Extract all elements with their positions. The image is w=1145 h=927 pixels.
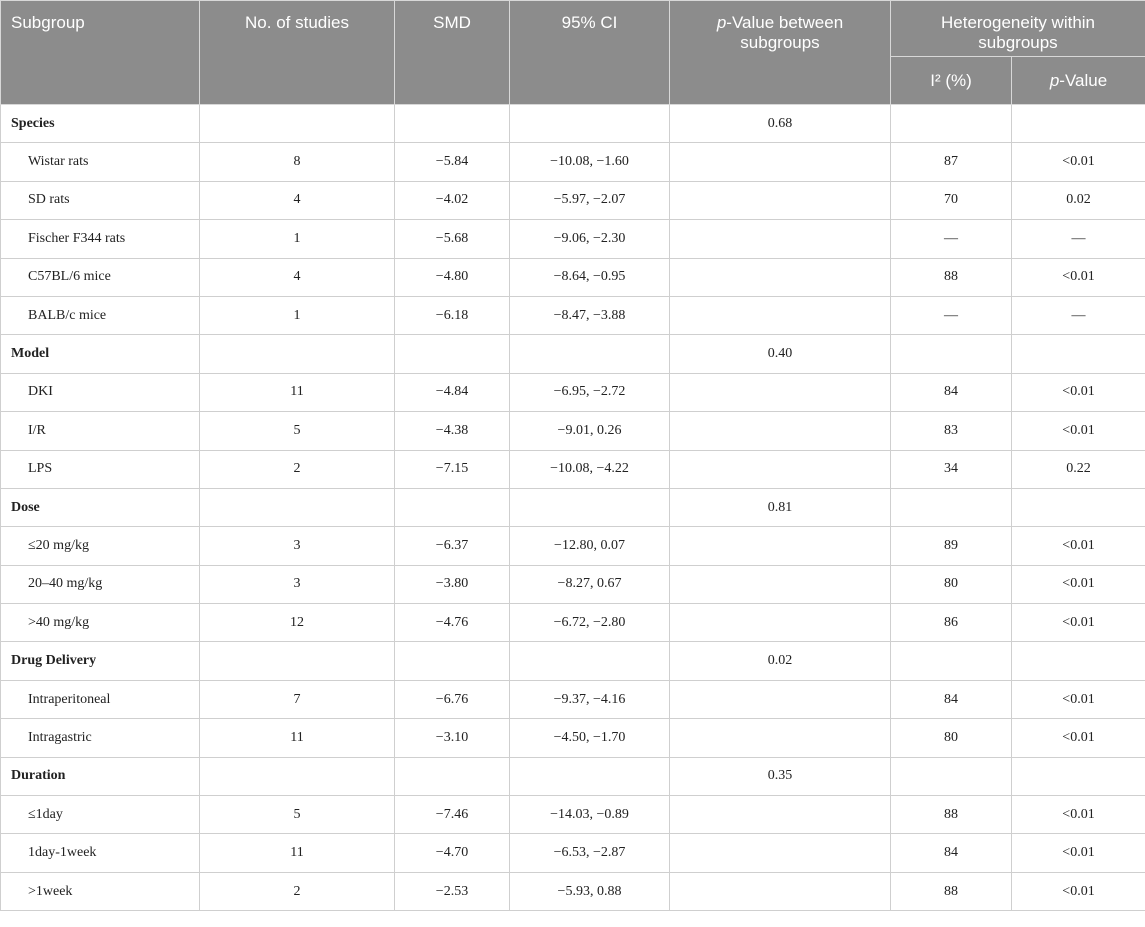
- cell-subgroup: 1day-1week: [1, 834, 200, 872]
- cell-smd: [395, 105, 510, 143]
- table-row: [1, 565, 1145, 603]
- cell-p-value-between: [670, 872, 891, 910]
- header-heterogeneity: Heterogeneity within subgroups: [891, 1, 1145, 57]
- cell-p-value-within: <0.01: [1012, 719, 1145, 757]
- cell-smd: −2.53: [395, 872, 510, 910]
- cell-subgroup: I/R: [1, 412, 200, 450]
- cell-p-value-within: <0.01: [1012, 527, 1145, 565]
- cell-p-value-between: [670, 565, 891, 603]
- cell-p-value-within: [1012, 757, 1145, 795]
- cell-p-value-between: [670, 143, 891, 181]
- cell-95-ci: −8.47, −3.88: [510, 296, 670, 334]
- group-row: [1, 642, 1145, 680]
- cell-95-ci: [510, 105, 670, 143]
- cell-95-ci: [510, 335, 670, 373]
- table-row: [1, 373, 1145, 411]
- table-row: [1, 719, 1145, 757]
- cell-smd: −7.46: [395, 796, 510, 834]
- cell-95-ci: [510, 642, 670, 680]
- cell-95-ci: [510, 757, 670, 795]
- cell-i2: [891, 757, 1012, 795]
- cell-p-value-within: 0.02: [1012, 181, 1145, 219]
- group-row: [1, 488, 1145, 526]
- cell-p-value-between: [670, 258, 891, 296]
- cell-i2: —: [891, 296, 1012, 334]
- cell-p-value-within: <0.01: [1012, 834, 1145, 872]
- cell-i2: 34: [891, 450, 1012, 488]
- header-row-1: [1, 1, 1145, 57]
- cell-subgroup: C57BL/6 mice: [1, 258, 200, 296]
- cell-no-of-studies: [200, 757, 395, 795]
- cell-smd: −4.80: [395, 258, 510, 296]
- header-p-value-between: [670, 1, 891, 105]
- cell-p-value-between: 0.81: [670, 488, 891, 526]
- cell-subgroup: Drug Delivery: [1, 642, 200, 680]
- table-row: [1, 527, 1145, 565]
- cell-i2: [891, 488, 1012, 526]
- cell-no-of-studies: 3: [200, 565, 395, 603]
- cell-p-value-within: [1012, 488, 1145, 526]
- cell-no-of-studies: 5: [200, 796, 395, 834]
- cell-p-value-between: [670, 796, 891, 834]
- cell-95-ci: −6.95, −2.72: [510, 373, 670, 411]
- cell-no-of-studies: 11: [200, 834, 395, 872]
- group-row: [1, 105, 1145, 143]
- cell-subgroup: BALB/c mice: [1, 296, 200, 334]
- cell-95-ci: −9.06, −2.30: [510, 220, 670, 258]
- header-p-between-rest: -Value between subgroups: [726, 13, 844, 52]
- cell-95-ci: −6.53, −2.87: [510, 834, 670, 872]
- cell-no-of-studies: 3: [200, 527, 395, 565]
- table-row: [1, 834, 1145, 872]
- cell-smd: −6.76: [395, 680, 510, 718]
- cell-smd: −4.70: [395, 834, 510, 872]
- group-row: [1, 335, 1145, 373]
- cell-smd: −5.84: [395, 143, 510, 181]
- cell-p-value-within: —: [1012, 296, 1145, 334]
- cell-smd: −4.02: [395, 181, 510, 219]
- cell-smd: −4.84: [395, 373, 510, 411]
- cell-no-of-studies: 1: [200, 296, 395, 334]
- cell-i2: 88: [891, 796, 1012, 834]
- header-i2: I² (%): [891, 57, 1012, 105]
- cell-p-value-within: —: [1012, 220, 1145, 258]
- cell-p-value-between: [670, 181, 891, 219]
- cell-no-of-studies: 8: [200, 143, 395, 181]
- cell-p-value-between: 0.40: [670, 335, 891, 373]
- header-p-within-italic: p: [1049, 71, 1060, 90]
- cell-smd: [395, 757, 510, 795]
- cell-smd: −7.15: [395, 450, 510, 488]
- cell-subgroup: Wistar rats: [1, 143, 200, 181]
- cell-95-ci: −10.08, −4.22: [510, 450, 670, 488]
- header-p-between-italic: p: [716, 13, 727, 32]
- cell-no-of-studies: 7: [200, 680, 395, 718]
- cell-95-ci: −5.97, −2.07: [510, 181, 670, 219]
- cell-p-value-within: <0.01: [1012, 412, 1145, 450]
- cell-smd: −4.76: [395, 604, 510, 642]
- cell-p-value-between: [670, 680, 891, 718]
- cell-subgroup: Intraperitoneal: [1, 680, 200, 718]
- cell-subgroup: ≤1day: [1, 796, 200, 834]
- cell-subgroup: Model: [1, 335, 200, 373]
- table-row: [1, 450, 1145, 488]
- cell-subgroup: Dose: [1, 488, 200, 526]
- cell-no-of-studies: 5: [200, 412, 395, 450]
- cell-p-value-within: <0.01: [1012, 680, 1145, 718]
- header-p-value-within: [1012, 57, 1145, 105]
- cell-95-ci: −5.93, 0.88: [510, 872, 670, 910]
- cell-subgroup: ≤20 mg/kg: [1, 527, 200, 565]
- cell-p-value-between: [670, 719, 891, 757]
- cell-smd: −6.37: [395, 527, 510, 565]
- table-row: [1, 604, 1145, 642]
- cell-95-ci: −9.01, 0.26: [510, 412, 670, 450]
- cell-subgroup: Duration: [1, 757, 200, 795]
- cell-smd: −4.38: [395, 412, 510, 450]
- cell-no-of-studies: 2: [200, 450, 395, 488]
- cell-no-of-studies: [200, 335, 395, 373]
- cell-p-value-within: <0.01: [1012, 143, 1145, 181]
- cell-95-ci: −10.08, −1.60: [510, 143, 670, 181]
- cell-p-value-within: <0.01: [1012, 258, 1145, 296]
- cell-i2: [891, 335, 1012, 373]
- cell-p-value-within: <0.01: [1012, 604, 1145, 642]
- cell-95-ci: −6.72, −2.80: [510, 604, 670, 642]
- cell-no-of-studies: 12: [200, 604, 395, 642]
- cell-95-ci: −4.50, −1.70: [510, 719, 670, 757]
- header-subgroup: Subgroup: [1, 1, 200, 105]
- cell-no-of-studies: 4: [200, 181, 395, 219]
- table-row: [1, 296, 1145, 334]
- cell-i2: 88: [891, 872, 1012, 910]
- table-body: [1, 105, 1145, 911]
- cell-i2: 89: [891, 527, 1012, 565]
- cell-no-of-studies: 2: [200, 872, 395, 910]
- cell-95-ci: −8.64, −0.95: [510, 258, 670, 296]
- cell-p-value-within: <0.01: [1012, 796, 1145, 834]
- cell-no-of-studies: [200, 105, 395, 143]
- cell-no-of-studies: [200, 642, 395, 680]
- cell-i2: 86: [891, 604, 1012, 642]
- cell-p-value-between: [670, 373, 891, 411]
- cell-no-of-studies: 1: [200, 220, 395, 258]
- cell-i2: 84: [891, 834, 1012, 872]
- cell-no-of-studies: 11: [200, 373, 395, 411]
- cell-p-value-within: [1012, 642, 1145, 680]
- cell-subgroup: >40 mg/kg: [1, 604, 200, 642]
- header-no-of-studies: No. of studies: [200, 1, 395, 105]
- cell-95-ci: −14.03, −0.89: [510, 796, 670, 834]
- cell-95-ci: −9.37, −4.16: [510, 680, 670, 718]
- cell-p-value-between: [670, 450, 891, 488]
- cell-i2: 88: [891, 258, 1012, 296]
- cell-p-value-between: 0.35: [670, 757, 891, 795]
- cell-i2: 70: [891, 181, 1012, 219]
- cell-i2: 84: [891, 680, 1012, 718]
- table-row: [1, 258, 1145, 296]
- cell-95-ci: [510, 488, 670, 526]
- header-smd: SMD: [395, 1, 510, 105]
- cell-no-of-studies: 4: [200, 258, 395, 296]
- header-p-within-rest: -Value: [1059, 71, 1108, 90]
- group-row: [1, 757, 1145, 795]
- cell-i2: 80: [891, 719, 1012, 757]
- cell-p-value-between: [670, 220, 891, 258]
- cell-subgroup: 20–40 mg/kg: [1, 565, 200, 603]
- cell-i2: 80: [891, 565, 1012, 603]
- header-95-ci: 95% CI: [510, 1, 670, 105]
- cell-smd: −5.68: [395, 220, 510, 258]
- cell-subgroup: SD rats: [1, 181, 200, 219]
- cell-subgroup: DKI: [1, 373, 200, 411]
- cell-subgroup: >1week: [1, 872, 200, 910]
- cell-p-value-within: 0.22: [1012, 450, 1145, 488]
- cell-smd: [395, 488, 510, 526]
- cell-p-value-within: <0.01: [1012, 565, 1145, 603]
- cell-95-ci: −8.27, 0.67: [510, 565, 670, 603]
- cell-smd: [395, 335, 510, 373]
- cell-smd: −6.18: [395, 296, 510, 334]
- cell-i2: 83: [891, 412, 1012, 450]
- table-row: [1, 181, 1145, 219]
- cell-p-value-between: [670, 412, 891, 450]
- cell-i2: [891, 105, 1012, 143]
- cell-subgroup: Fischer F344 rats: [1, 220, 200, 258]
- cell-i2: [891, 642, 1012, 680]
- table-row: [1, 796, 1145, 834]
- cell-p-value-within: [1012, 335, 1145, 373]
- cell-i2: 84: [891, 373, 1012, 411]
- cell-p-value-between: [670, 834, 891, 872]
- cell-p-value-between: 0.02: [670, 642, 891, 680]
- cell-no-of-studies: 11: [200, 719, 395, 757]
- table-row: [1, 872, 1145, 910]
- cell-p-value-within: <0.01: [1012, 872, 1145, 910]
- cell-p-value-between: 0.68: [670, 105, 891, 143]
- table-row: [1, 412, 1145, 450]
- table-row: [1, 143, 1145, 181]
- cell-p-value-between: [670, 604, 891, 642]
- table-row: [1, 220, 1145, 258]
- cell-p-value-within: [1012, 105, 1145, 143]
- cell-i2: 87: [891, 143, 1012, 181]
- cell-smd: −3.80: [395, 565, 510, 603]
- cell-smd: −3.10: [395, 719, 510, 757]
- cell-subgroup: Intragastric: [1, 719, 200, 757]
- cell-95-ci: −12.80, 0.07: [510, 527, 670, 565]
- cell-no-of-studies: [200, 488, 395, 526]
- table-row: [1, 680, 1145, 718]
- cell-p-value-within: <0.01: [1012, 373, 1145, 411]
- cell-smd: [395, 642, 510, 680]
- cell-p-value-between: [670, 527, 891, 565]
- cell-subgroup: LPS: [1, 450, 200, 488]
- cell-i2: —: [891, 220, 1012, 258]
- cell-p-value-between: [670, 296, 891, 334]
- table-header: [1, 1, 1145, 105]
- cell-subgroup: Species: [1, 105, 200, 143]
